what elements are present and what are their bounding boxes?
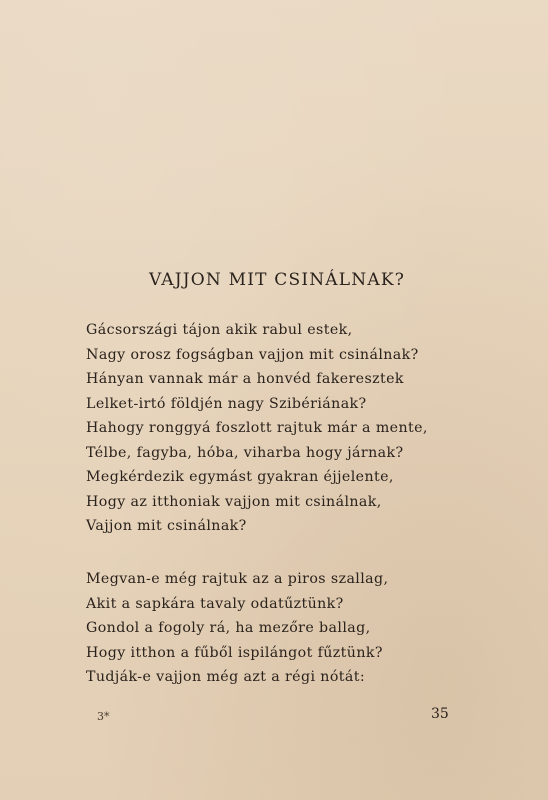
page-number: 35 (431, 706, 449, 722)
poem-line: Lelket-irtó földjén nagy Szibériának? (86, 395, 367, 412)
poem-line: Megkérdezik egymást gyakran éjjelente, (86, 469, 394, 485)
poem-line: Nagy orosz fogságban vajjon mit csinálnak? (86, 346, 419, 363)
poem-line: Hahogy ronggyá foszlott rajtuk már a mente, (86, 420, 428, 436)
poem-line: Tudják-e vajjon még azt a régi nótát: (86, 669, 366, 685)
poem-line: Vajjon mit csinálnak? (86, 518, 247, 534)
poem-line: Télbe, fagyba, hóba, viharba hogy járnak? (86, 444, 404, 461)
stanza-2 (86, 567, 388, 690)
poem-line: Hogy itthon a fűből ispilángot fűztünk? (86, 644, 383, 661)
poem-line: Gondol a fogoly rá, ha mezőre ballag, (86, 620, 371, 636)
poem-line: Hogy az itthoniak vajjon mit csinálnak, (86, 493, 382, 510)
poem-line: Hányan vannak már a honvéd fakeresztek (86, 371, 404, 387)
poem-line: Gácsországi tájon akik rabul estek, (86, 322, 353, 338)
signature-mark: 3* (97, 710, 110, 723)
poem-line: Akit a sapkára tavaly odatűztünk? (86, 595, 344, 612)
poem-title: VAJJON MIT CSINÁLNAK? (148, 270, 406, 290)
stanza-1 (86, 318, 428, 539)
poem-line: Megvan-e még rajtuk az a piros szallag, (86, 571, 389, 587)
